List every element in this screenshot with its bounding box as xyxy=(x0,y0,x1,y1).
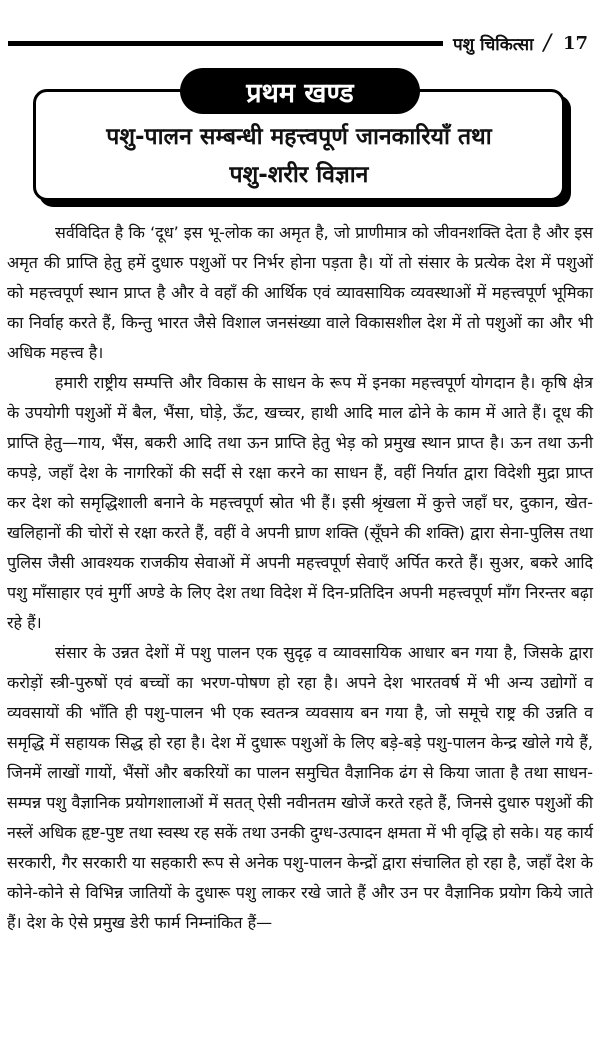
page-number: 17 xyxy=(562,32,588,54)
book-title: पशु चिकित्सा xyxy=(452,34,534,55)
chapter-title-line-2: पशु-शरीर विज्ञान xyxy=(229,162,369,188)
section-label: प्रथम खण्ड xyxy=(180,68,420,114)
paragraph-2: हमारी राष्ट्रीय सम्पत्ति और विकास के साधन के रूप में इनका महत्त्वपूर्ण योगदान है। कृषि क्षेत्र के उपयोगी पशुओं में बैल, भैंसा, घोड़े, ऊँट, खच्चर, हाथी आदि माल ढोने के काम में आते हैं। दूध की प्राप्ति हेतु—गाय, भैंस, बकरी आदि तथा ऊन प्राप्ति हेतु भेड़ को प्रमुख स्थान प्राप्त है। ऊन तथा ऊनी कपड़े, जहाँ देश के नागरिकों की सर्दी से रक्षा करने का साधन हैं, वहीं निर्यात द्वारा विदेशी मुद्रा प्राप्त कर देश को समृद्धिशाली बनाने के महत्त्वपूर्ण स्रोत भी हैं। इसी श्रृंखला में कुत्ते जहाँ घर, दुकान, खेत-खलिहानों की चोरों से रक्षा करते हैं, वहीं वे अपनी घ्राण शक्ति (सूँघने की शक्ति) द्वारा सेना-पुलिस तथा पुलिस जैसी आवश्यक राजकीय सेवाओं में अपनी महत्त्वपूर्ण सेवाएँ अर्पित करते हैं। सुअर, बकरे आदि पशु माँसाहार एवं मुर्गी अण्डे के लिए देश तथा विदेश में दिन-प्रतिदिन अपनी महत्त्वपूर्ण माँग निरन्तर बढ़ा रहे हैं। xyxy=(7,373,593,632)
paragraph-1: सर्वविदित है कि ‘दूध’ इस भू-लोक का अमृत है, जो प्राणीमात्र को जीवनशक्ति देता है और इस अमृत की प्राप्ति हेतु हमें दुधारु पशुओं पर निर्भर होना पड़ता है। यों तो संसार के प्रत्येक देश में पशुओं को महत्त्वपूर्ण स्थान प्राप्त है और वे वहाँ की आर्थिक एवं व्यावसायिक व्यवस्थाओं में महत्त्वपूर्ण भूमिका का निर्वाह करते हैं, किन्तु भारत जैसे विशाल जनसंख्या वाले विकासशील देश में तो पशुओं का और भी अधिक महत्त्व है। xyxy=(7,223,593,362)
body-text xyxy=(7,218,593,938)
running-header xyxy=(8,30,588,56)
chapter-title-line-1: पशु-पालन सम्बन्धी महत्त्वपूर्ण जानकारियाँ तथा xyxy=(106,124,492,150)
paragraph-3: संसार के उन्नत देशों में पशु पालन एक सुदृढ़ व व्यावसायिक आधार बन गया है, जिसके द्वारा करोड़ों स्त्री-पुरुषों एवं बच्चों का भरण-पोषण हो रहा है। अपने देश भारतवर्ष में भी अन्य उद्योगों व व्यवसायों की भाँति ही पशु-पालन भी एक स्वतन्त्र व्यवसाय बन गया है, जो समूचे राष्ट्र की उन्नति व समृद्धि में सहायक सिद्ध हो रहा है। देश में दुधारू पशुओं के लिए बड़े-बड़े पशु-पालन केन्द्र खोले गये हैं, जिनमें लाखों गायों, भैंसों और बकरियों का पालन समुचित वैज्ञानिक ढंग से किया जाता है तथा साधन-सम्पन्न पशु वैज्ञानिक प्रयोगशालाओं में सतत् ऐसी नवीनतम खोजें करते रहते हैं, जिनसे दुधारु पशुओं की नस्लें अधिक हृष्ट-पुष्ट तथा स्वस्थ रह सकें तथा उनकी दुग्ध-उत्पादन क्षमता में भी वृद्धि हो सके। यह कार्य सरकारी, गैर सरकारी या सहकारी रूप से अनेक पशु-पालन केन्द्रों द्वारा संचालित हो रहा है, जहाँ देश के कोने-कोने से विभिन्न जातियों के दुधारू पशु लाकर रखे जाते हैं और उन पर वैज्ञानिक प्रयोग किये जाते हैं। देश के ऐसे प्रमुख डेरी फार्म निम्नांकित हैं— xyxy=(7,643,593,932)
chapter-title xyxy=(36,118,562,194)
header-separator: / xyxy=(543,30,551,56)
header-rule xyxy=(8,41,443,46)
